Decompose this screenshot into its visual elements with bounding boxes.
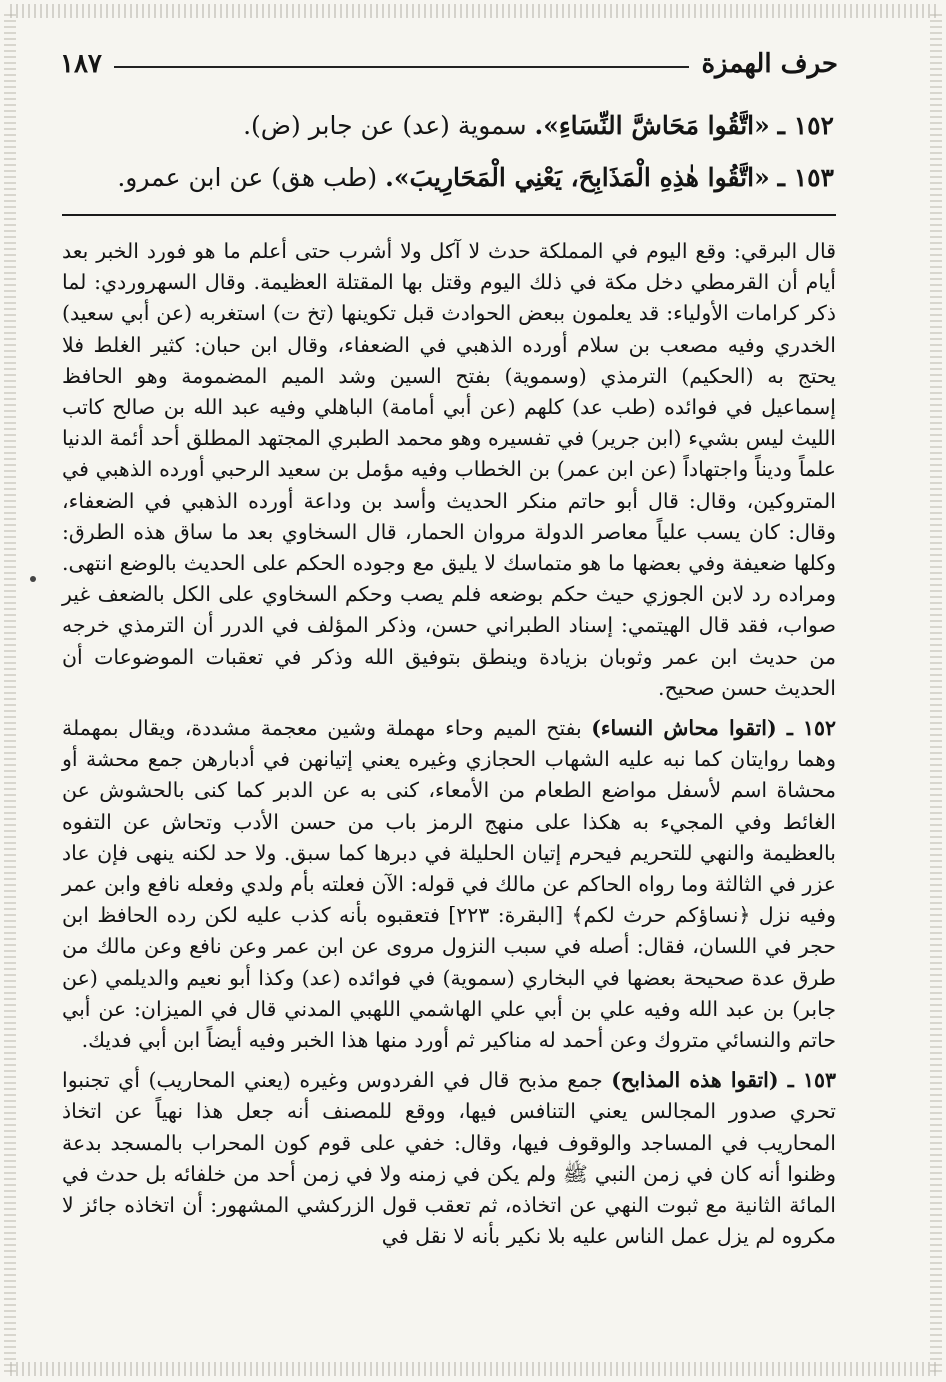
commentary-text-153: جمع مذبح قال في الفردوس وغيره (يعني المحاريب) أي تجنبوا تحري صدور المجالس يعني التنافس فيها، ووقع للمصنف أنه جعل هذا نهياً عن اتخاذ المحاريب في المساجد والوقوف فيها، وقال: خفي على قوم كون المحراب بالمسجد بدعة وظنوا أنه كان في زمن النبي ﷺ ولم يكن في زمنه ولا في زمن أحد من خلفائه بل حدث في المائة الثانية مع ثبوت النهي عن اتخاذه، ثم تعقب قول الزركشي المشهور: أن اتخاذه جائز لا مكروه لم يزل عمل الناس عليه بلا نكير بأنه لا نقل في [62,1068,837,1249]
hadith-text: «اتَّقُوا مَحَاشَّ النِّسَاءِ». [534,111,770,140]
hadith-source: (طب هق) عن ابن عمرو. [117,163,378,192]
header-rule [114,66,690,68]
hadith-153 [70,156,834,200]
chapter-title: حرف الهمزة [701,49,838,79]
running-header [60,44,838,84]
hadith-source: سموية (عد) عن جابر (ض). [243,111,527,140]
decorative-border-right [930,10,942,1372]
section-divider [62,214,836,216]
commentary-text-152: بفتح الميم وحاء مهملة وشين معجمة مشددة، ويقال بمهملة وهما روايتان كما نبه عليه الشهاب الحجازي وغيره يعني إتيانهن في أدبارهن جمع محشة أو محشاة اسم لأسفل مواضع الطعام من الأمعاء، كنى به عن الدبر كما كنى بالحشوش عن الغائط وفي المجيء به هكذا على منهج الرمز باب من حسن الأدب وتحاش عن التفوه بالعظيمة والنهي للتحريم فيحرم إتيان الحليلة في دبرها كما سبق. ولا حد لكنه ينهى فإن عاد عزر في الثالثة وما رواه الحاكم عن مالك في قوله: الآن فعلته بأم ولدي وفعله نافع وابن عمر وفيه نزل ﴿نساؤكم حرث لكم﴾ [البقرة: ٢٢٣] فتعقبوه بأنه كذب عليه لكن رده الحافظ ابن حجر في اللسان، فقال: أصله في سبب النزول مروى عن ابن عمر وعن نافع وعن مالك من طرق عدة صحيحة بعضها في البخاري (سموية) في فوائده (عد) وكذا أبو نعيم والديلمي (عن جابر) بن عبد الله وفيه علي بن أبي علي الهاشمي اللهبي المدني قال في الميزان: عن أبي حاتم والنسائي متروك وعن أحمد له مناكير ثم أورد منها هذا الخبر وفيه أيضاً ابن أبي فديك. [62,716,836,1053]
hadith-text: «اتَّقُوا هٰذِهِ الْمَذَابِحَ، يَعْنِي الْمَحَارِيبَ». [385,163,770,192]
hadith-number: ١٥٢ ـ [777,111,834,140]
hadith-number: ١٥٣ ـ [777,163,834,192]
commentary-body [62,236,836,1262]
hadith-152 [70,104,834,148]
commentary-paragraph-2 [62,713,836,1056]
decorative-border-bottom [10,1362,936,1376]
scan-speck [30,576,36,582]
page-number: ١٨٧ [60,49,102,79]
commentary-paragraph-3 [62,1065,836,1252]
commentary-lead-153: ١٥٣ ـ (اتقوا هذه المذابح) [611,1068,836,1093]
decorative-border-left [4,10,16,1372]
commentary-lead-152: ١٥٢ ـ (اتقوا محاش النساء) [591,716,836,741]
commentary-paragraph-1: قال البرقي: وقع اليوم في المملكة حدث لا آكل ولا أشرب حتى أعلم ما هو فورد الخبر بعد أيام أن القرمطي دخل مكة في ذلك اليوم وقتل بها المقتلة العظيمة. وقال السهروردي: لما ذكر كرامات الأولياء: قد يعلمون ببعض الحوادث قبل تكوينها (تخ ت) استغربه (عن أبي سعيد) الخدري وفيه مصعب بن سلام أورده الذهبي في الضعفاء، وقال ابن حبان: كثير الغلط فلا يحتج به (الحكيم) الترمذي (وسموية) بفتح السين وشد الميم المضمومة وهو الحافظ إسماعيل في فوائده (طب عد) كلهم (عن أبي أمامة) الباهلي وفيه عبد الله بن صالح كاتب الليث ليس بشيء (ابن جرير) في تفسيره وهو محمد الطبري المجتهد المطلق أحد أئمة الدنيا علماً وديناً واجتهاداً (عن ابن عمر) بن الخطاب وفيه مؤمل بن سعيد الرحبي أورده الذهبي في المتروكين، وقال: قال أبو حاتم منكر الحديث وأسد بن وداعة أورده الذهبي في الضعفاء، وقال: كان يسب علياً معاصر الدولة مروان الحمار، قال السخاوي بعد ما ساق هذه الطرق: وكلها ضعيفة وفي بعضها ما هو متماسك لا يليق مع وجوده الحكم على الحديث بالوضع انتهى. ومراده رد لابن الجوزي حيث حكم بوضعه فلم يصب وحكم السخاوي على الكل بالضعف غير صواب، فقد قال الهيتمي: إسناد الطبراني حسن، وذكر المؤلف في الدرر أن الترمذي خرجه من حديث ابن عمر وثوبان بزيادة وينطق بتوفيق الله وذكر في تعقبات الموضوعات أن الحديث حسن صحيح. [62,239,836,700]
decorative-border-top [10,4,936,18]
